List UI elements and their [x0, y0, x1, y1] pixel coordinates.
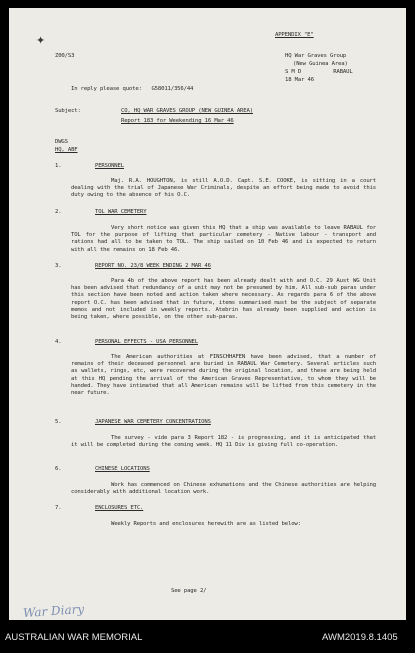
page-continuation: See page 2/ — [171, 588, 207, 594]
org-line-1: HQ War Graves Group — [285, 53, 347, 59]
section-body: Work has commenced on Chinese exhumations and the Chinese authorities are helping considerably with additional location work. — [71, 482, 376, 496]
section-number: 4. — [55, 339, 62, 345]
org-line-2: (New Guinea Area) — [293, 61, 348, 67]
section-body: Very short notice was given this HQ that a ship was available to leave RABAUL for TOL for the purpose of lifting that particular cemetery - Native labour - transport and rations had all to be taken to TOL. The ship sailed on 10 Feb 46 and is expected to return with all the remains on 18 Feb 46. — [71, 225, 376, 253]
section-body: Para 4b of the above report has been already dealt with and O.C. 29 Aust WG Unit has been advised that redundancy of a unit may not be presumed by him. All sub-sub paras under this section have been noted and action taken where necessary. As regards para 6 of the above report O.C. has been advised that in future, items summarised must be the subject of separate memos and not included in weekly reports. Atebrin has already been supplied and action is being taken, where possible, on the other sub-paras. — [71, 278, 376, 321]
section-number: 7. — [55, 505, 62, 511]
section-body: The American authorities at FINSCHHAFEN have been advised, that a number of remains of their deceased personnel are buried in RABAUL War Cemetery. Several articles such as wallets, rings, etc, were recovered during the original location, and these are being held at this HQ pending the arrival of the American Graves Representative, to whom they will be handed. They have intimated that all American remains will be lifted from this cemetery in the near future. — [71, 354, 376, 397]
section-heading: PERSONAL EFFECTS - USA PERSONNEL — [95, 339, 198, 345]
subject-line-2: Report 183 for Weekending 16 Mar 46 — [121, 118, 234, 124]
section-number: 6. — [55, 466, 62, 472]
document-page — [9, 8, 406, 620]
section-body: Maj. R.A. HOUGHTON, is still A.O.D. Capt. S.E. COOKE, is sitting in a court dealing with the trial of Japanese War Criminals, despite an effort being made to avoid this duty owing to the absence of his O.C. — [71, 178, 376, 199]
subject-line-1: CO, HQ WAR GRAVES GROUP (NEW GUINEA AREA) — [121, 108, 253, 114]
appendix-label: APPENDIX "E" — [275, 32, 314, 38]
section-heading: REPORT NO. 23/8 WEEK ENDING 2 MAR 46 — [95, 263, 211, 269]
section-number: 1. — [55, 163, 62, 169]
distribution-1: DWGS — [55, 139, 68, 145]
footer-accession: AWM2019.8.1405 — [322, 632, 398, 643]
section-body: The survey - vide para 3 Report 182 - is progressing, and it is anticipated that it will be completed during the coming week. HQ 11 Div is giving full co-operation. — [71, 435, 376, 449]
org-line-4: 18 Mar 46 — [285, 77, 314, 83]
distribution-2: HQ, ABF — [55, 147, 78, 153]
section-heading: JAPANESE WAR CEMETERY CONCENTRATIONS — [95, 419, 211, 425]
section-heading: CHINESE LOCATIONS — [95, 466, 150, 472]
hole-punch-mark: ✦ — [36, 34, 46, 47]
section-heading: PERSONNEL — [95, 163, 124, 169]
file-reference: Z00/S3 — [55, 53, 75, 59]
section-number: 5. — [55, 419, 62, 425]
section-heading: TOL WAR CEMETERY — [95, 209, 147, 215]
reply-quote: In reply please quote: G58011/356/44 — [71, 86, 194, 92]
subject-label: Subject: — [55, 108, 81, 114]
handwritten-annotation: War Diary — [22, 601, 85, 621]
section-number: 3. — [55, 263, 62, 269]
section-heading: ENCLOSURES ETC. — [95, 505, 144, 511]
footer-institution: AUSTRALIAN WAR MEMORIAL — [5, 632, 143, 643]
section-number: 2. — [55, 209, 62, 215]
org-line-3: S M D RABAUL — [285, 69, 353, 75]
section-body: Weekly Reports and enclosures herewith are as listed below: — [111, 521, 301, 527]
